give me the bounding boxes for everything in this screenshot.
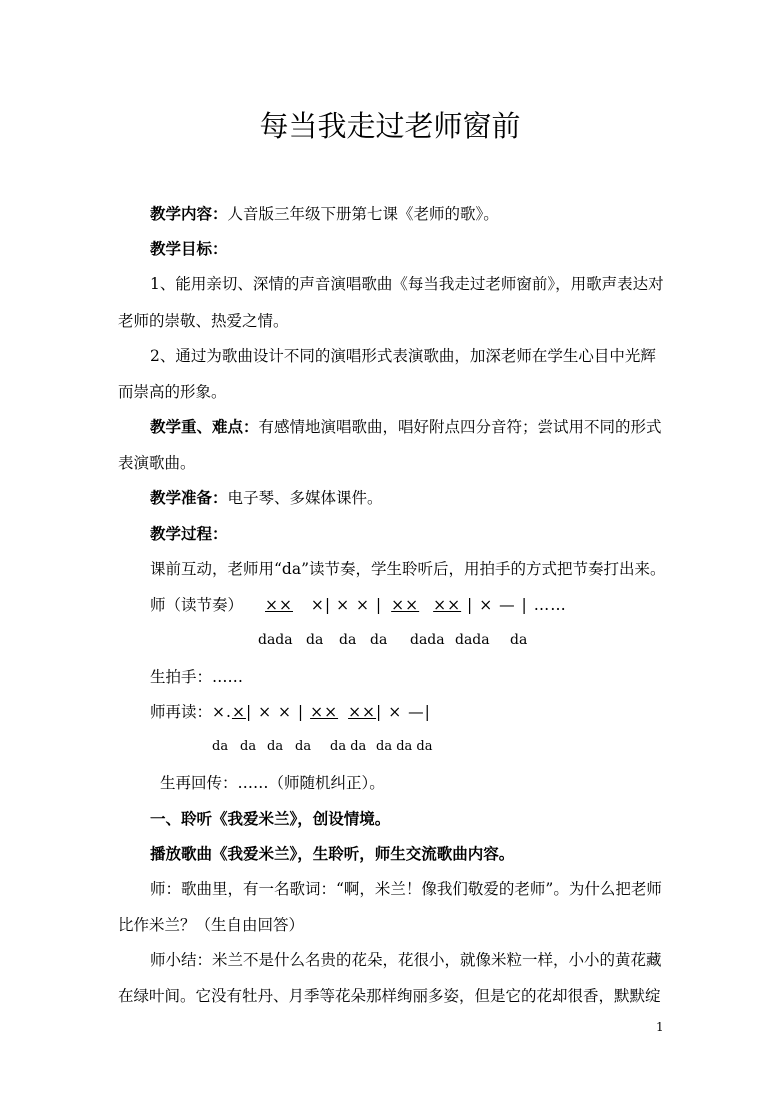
bar-line: |: [324, 596, 331, 614]
syllable: da: [306, 632, 324, 648]
goal-1-line-1: 1、能用亲切、深情的声音演唱歌曲《每当我走过老师窗前》，用歌声表达对: [150, 275, 664, 293]
student-return: 生再回传：……（师随机纠正）。: [160, 774, 385, 792]
teacher-rhythm-line: [150, 593, 700, 617]
teaching-prep-label: 教学准备：: [150, 488, 228, 507]
summary-line-2: 在绿叶间。它没有牡丹、月季等花朵那样绚丽多姿，但是它的花却很香，默默绽: [118, 987, 661, 1005]
key-points-line-2: 表演歌曲。: [118, 454, 196, 472]
syllable: dada: [258, 632, 293, 648]
syllable: dada: [455, 632, 490, 648]
rhythm-ending: | × — | ……: [461, 596, 567, 614]
teacher-reread-line: [150, 700, 700, 724]
syllable: da: [295, 739, 312, 754]
teaching-content: [150, 202, 700, 226]
goal-1-line-2: 老师的崇敬、热爱之情。: [118, 312, 289, 330]
rhythm-note-group: ××: [433, 596, 462, 614]
rhythm-note-group: ××: [391, 596, 420, 614]
syllable: da: [212, 739, 229, 754]
bar-line: |: [375, 596, 382, 614]
syllable: da: [370, 632, 388, 648]
syllable: da: [510, 632, 528, 648]
section-1-subheading: 播放歌曲《我爱米兰》，生聆听，师生交流歌曲内容。: [150, 844, 515, 863]
teaching-process-label: 教学过程：: [150, 524, 228, 543]
rhythm-note-group: ××: [348, 703, 377, 721]
key-points: [150, 415, 700, 439]
syllable: da: [240, 739, 257, 754]
rhythm-note: × ×: [330, 596, 376, 614]
key-points-label: 教学重、难点：: [150, 417, 259, 436]
student-clap: 生拍手：……: [150, 668, 244, 686]
teaching-prep-text: 电子琴、多媒体课件。: [227, 489, 383, 507]
page-number: 1: [656, 1020, 664, 1034]
rhythm-note-group: ××: [265, 596, 293, 614]
syllable: da: [267, 739, 284, 754]
rhythm-note: ×.: [212, 703, 232, 721]
process-intro: 课前互动，老师用“da”读节奏，学生聆听后，用拍手的方式把节奏打出来。: [150, 560, 666, 578]
rhythm-note: ×: [305, 596, 325, 614]
goal-2-line-1: 2、通过为歌曲设计不同的演唱形式表演歌曲，加深老师在学生心目中光辉: [150, 347, 656, 365]
summary-line-1: 师小结：米兰不是什么名贵的花朵，花很小，就像米粒一样，小小的黄花藏: [150, 951, 662, 969]
teaching-goals-label: 教学目标：: [150, 239, 228, 258]
syllable: da da: [330, 739, 367, 754]
syllable: da: [339, 632, 357, 648]
question-line-2: 比作米兰？（生自由回答）: [118, 916, 305, 934]
teacher-reread-label: 师再读：: [150, 703, 213, 721]
rhythm-note-group: ××: [310, 703, 339, 721]
teaching-content-label: 教学内容：: [150, 204, 228, 223]
syllable: da da da: [376, 739, 433, 754]
rhythm-ending: | × —|: [376, 703, 431, 721]
section-1-heading: 一、聆听《我爱米兰》，创设情境。: [150, 809, 391, 828]
goal-2-line-2: 而崇高的形象。: [118, 383, 227, 401]
syllable: dada: [410, 632, 445, 648]
teacher-rhythm-label: 师（读节奏）: [150, 596, 244, 614]
teaching-prep: [150, 486, 700, 510]
page-title: 每当我走过老师窗前: [259, 109, 521, 143]
rhythm-note-group: ×: [231, 703, 246, 721]
teaching-content-text: 人音版三年级下册第七课《老师的歌》。: [227, 205, 499, 223]
rhythm-note: | × × |: [245, 703, 311, 721]
key-points-line-1: 有感情地演唱歌曲，唱好附点四分音符；尝试用不同的形式: [258, 418, 662, 436]
question-line-1: 师：歌曲里，有一名歌词：“啊，米兰！像我们敬爱的老师”。为什么把老师: [150, 880, 662, 898]
